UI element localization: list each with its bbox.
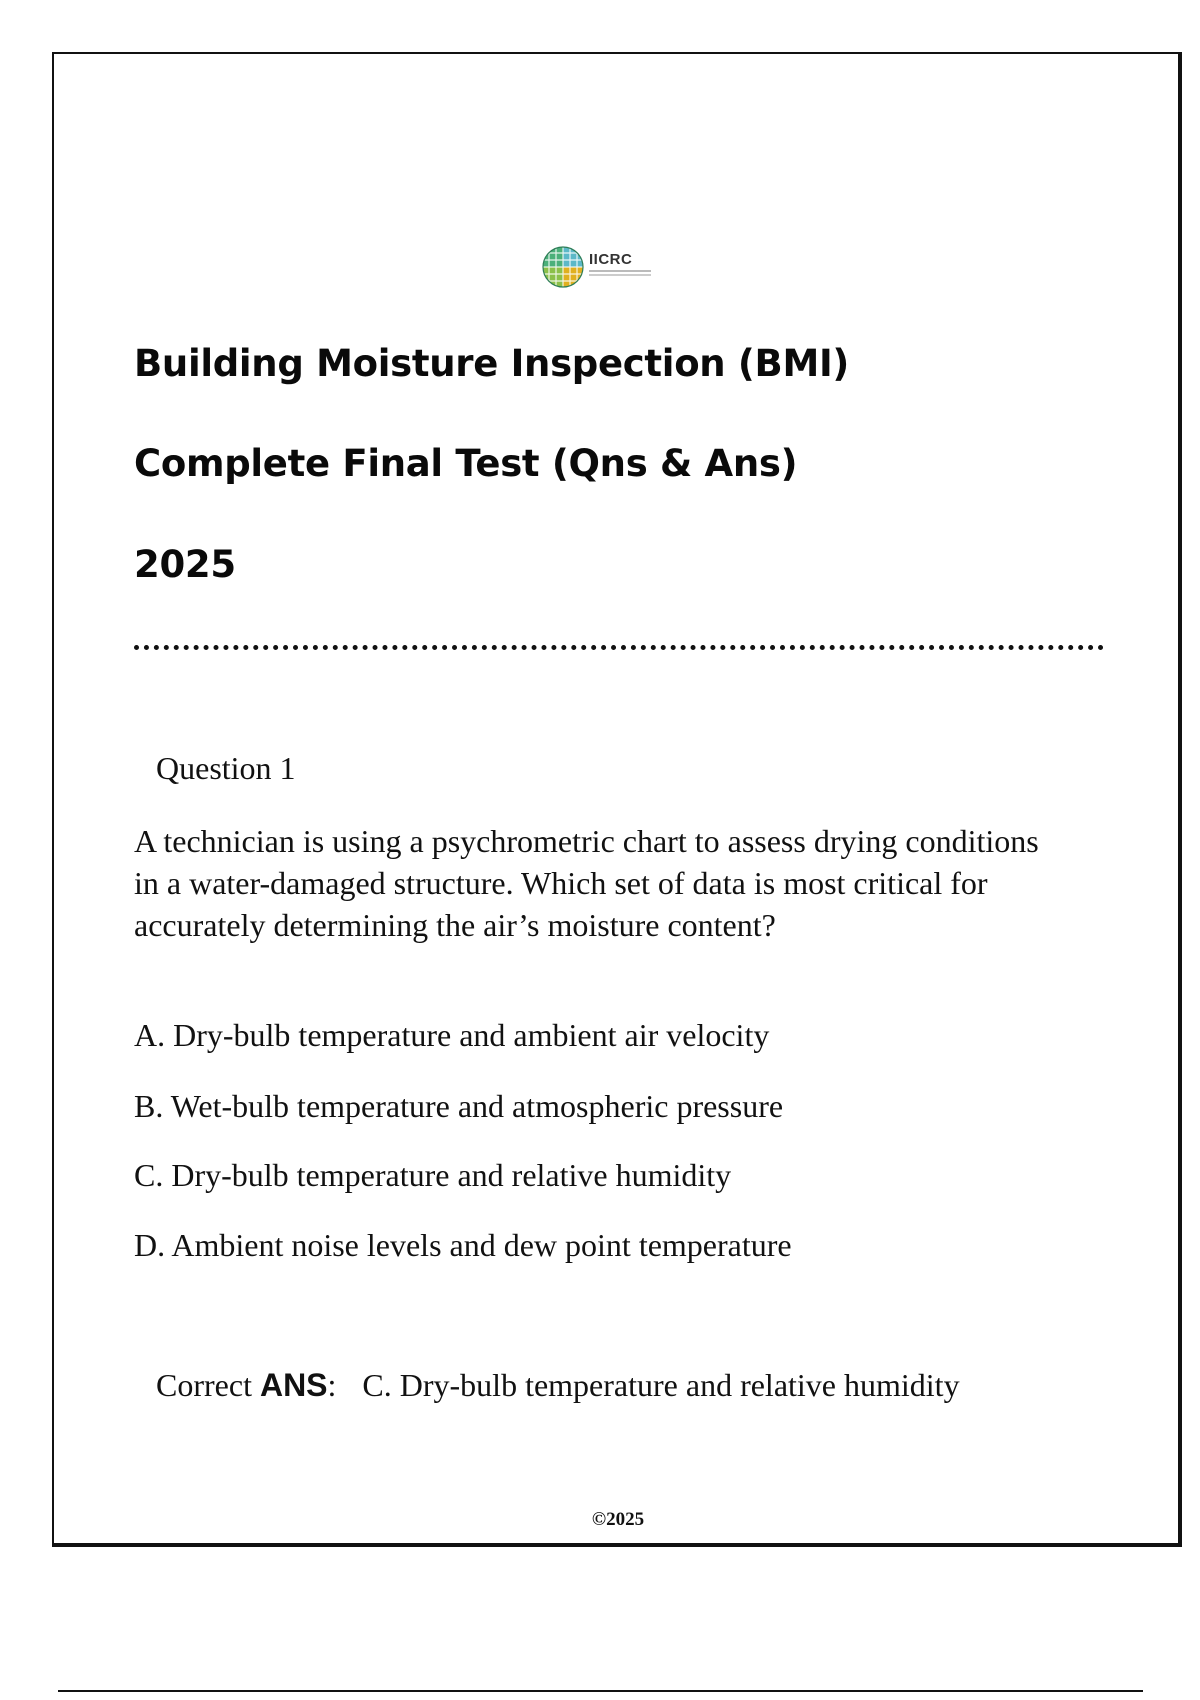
dotted-divider bbox=[134, 645, 1104, 650]
iicrc-logo bbox=[541, 245, 661, 293]
answer-colon: : bbox=[327, 1367, 337, 1403]
globe-icon bbox=[541, 245, 585, 289]
copyright-notice: ©2025 bbox=[591, 1509, 645, 1530]
answer-prefix: Correct bbox=[156, 1367, 260, 1403]
document-subtitle: Complete Final Test (Qns & Ans) bbox=[134, 442, 798, 485]
correct-answer bbox=[156, 1367, 960, 1404]
document-title: Building Moisture Inspection (BMI) bbox=[134, 342, 850, 385]
logo-tagline-lines bbox=[589, 270, 651, 272]
question-number: Question 1 bbox=[156, 750, 296, 786]
option-c: C. Dry-bulb temperature and relative humidity bbox=[134, 1157, 732, 1193]
option-d: D. Ambient noise levels and dew point temperature bbox=[134, 1227, 792, 1263]
option-a: A. Dry-bulb temperature and ambient air velocity bbox=[134, 1017, 770, 1053]
logo-brand-text: IICRC bbox=[589, 251, 633, 268]
question-text: A technician is using a psychrometric chart to assess drying conditions in a water-damaged structure. Which set of data is most critical for accurately determining the air’s moisture content? bbox=[134, 823, 1039, 943]
option-b: B. Wet-bulb temperature and atmospheric pressure bbox=[134, 1088, 784, 1124]
answer-keyword: ANS bbox=[259, 1367, 328, 1403]
bottom-divider bbox=[58, 1690, 1143, 1692]
document-year: 2025 bbox=[134, 543, 236, 586]
answer-value: C. Dry-bulb temperature and relative humidity bbox=[362, 1367, 960, 1403]
